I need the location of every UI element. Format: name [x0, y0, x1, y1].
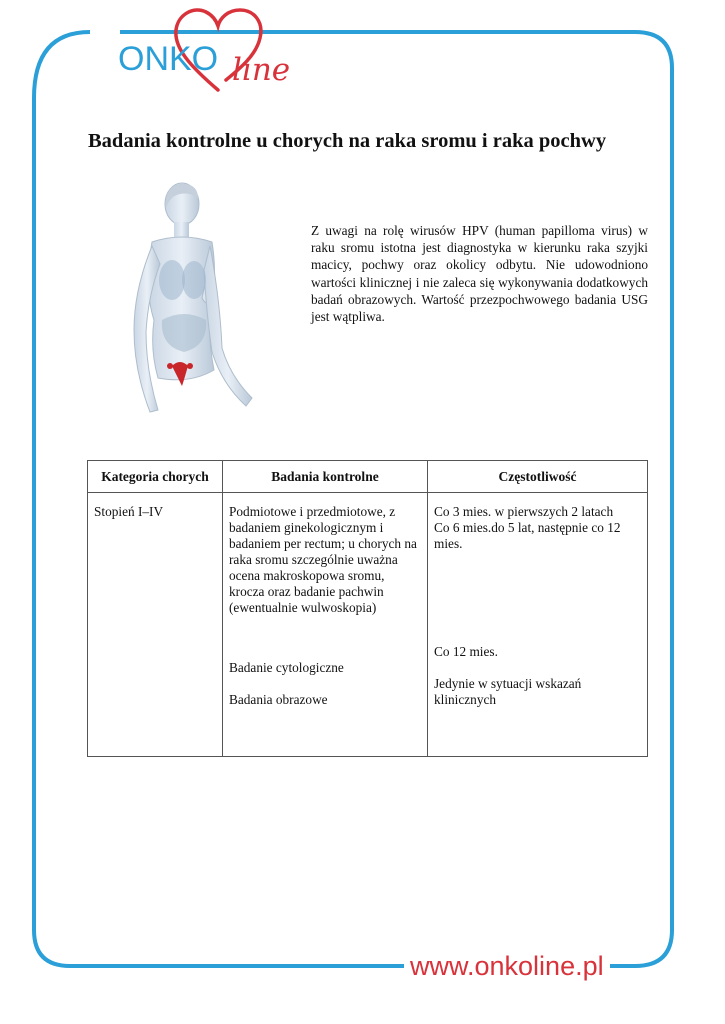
freq-6-months: Co 6 mies.do 5 lat, następnie co 12 mies. [434, 520, 621, 551]
onkoline-logo [112, 2, 312, 98]
logo-text-onko: ONKO [118, 40, 219, 78]
cell-frequency [428, 493, 648, 757]
page-title: Badania kontrolne u chorych na raka sromu i raka pochwy [88, 130, 607, 152]
logo-text-line: line [232, 52, 291, 88]
cell-exams [223, 493, 428, 757]
table-row [88, 493, 648, 757]
cell-category: Stopień I–IV [88, 493, 223, 757]
header-category: Kategoria chorych [88, 461, 223, 493]
table-header-row [88, 461, 648, 493]
footer-website-link[interactable]: www.onkoline.pl [404, 951, 610, 982]
exam-imaging: Badania obrazowe [229, 692, 328, 707]
follow-up-table [87, 460, 648, 757]
freq-clinical: Jedynie w sytuacji wskazań klinicznych [434, 676, 582, 707]
exam-cytology: Badanie cytologiczne [229, 660, 344, 675]
exam-physical: Podmiotowe i przedmiotowe, z badaniem ginekologicznym i badaniem per rectum; u chorych na raka sromu szczególnie uważna ocena makroskopowa sromu, krocza oraz badanie pachwin (ewentualnie wulwoskopia) [229, 504, 417, 615]
header-exams: Badania kontrolne [223, 461, 428, 493]
intro-paragraph: Z uwagi na rolę wirusów HPV (human papilloma virus) w raku sromu istotna jest diagnostyka w kierunku raka szyjki macicy, pochwy oraz okolicy odbytu. Nie udowodniono wartości klinicznej i nie zaleca się wykonywania dodatkowych badań obrazowych. Wartość przezpochwowego badania USG jest wątpliwa. [311, 223, 648, 325]
freq-3-months: Co 3 mies. w pierwszych 2 latach [434, 504, 614, 519]
freq-12-months: Co 12 mies. [434, 644, 498, 659]
header-frequency: Częstotliwość [428, 461, 648, 493]
anatomy-figure-image [110, 180, 270, 430]
